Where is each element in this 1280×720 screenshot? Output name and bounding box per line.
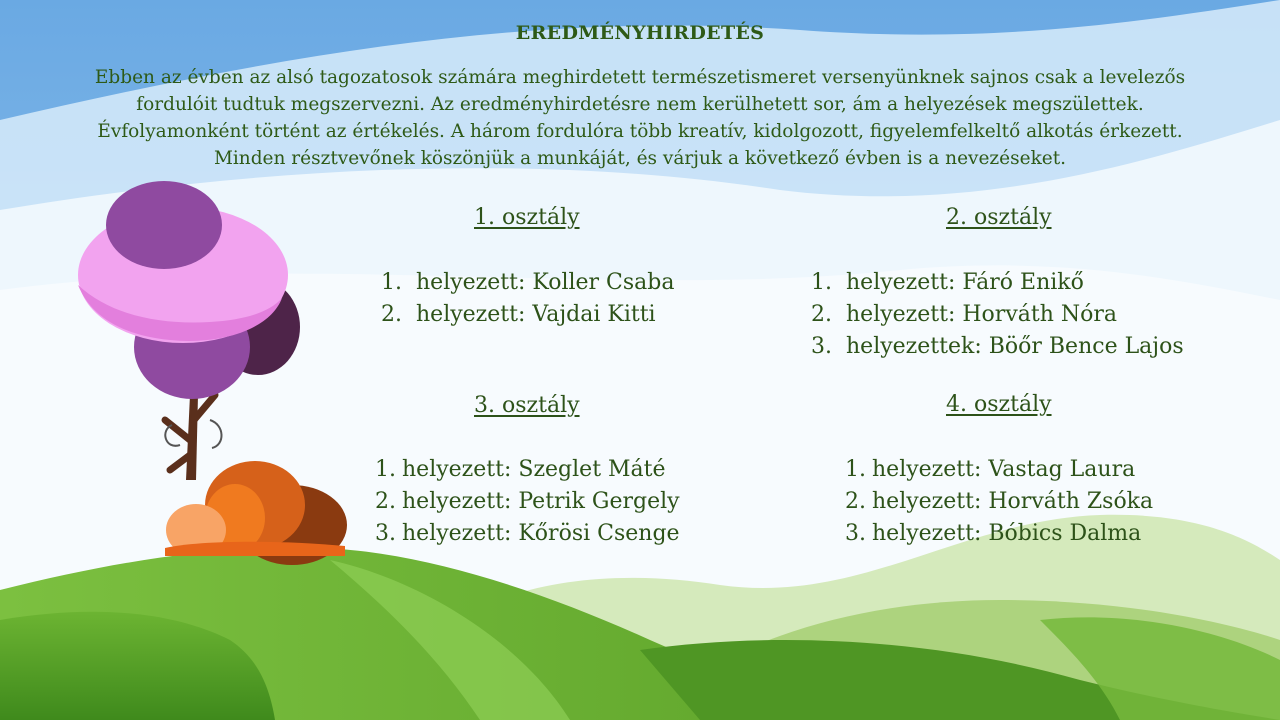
list-item	[811, 267, 1184, 299]
intro-line: Évfolyamonként történt az értékelés. A három fordulóra több kreatív, kidolgozott, figyelemfelkeltő alkotás érkezett.	[97, 121, 1183, 142]
list-number: 3.	[375, 521, 396, 546]
list-number: 1.	[381, 270, 402, 295]
list-text: helyezett: Vastag Laura	[872, 457, 1136, 482]
list-text: helyezett: Szeglet Máté	[402, 457, 666, 482]
list-number: 1.	[375, 457, 396, 482]
list-number: 2.	[845, 489, 866, 514]
list-item	[375, 486, 680, 518]
intro-line: Ebben az évben az alsó tagozatosok számára meghirdetett természetismeret versenyünknek sajnos csak a levelezős	[94, 67, 1186, 88]
list-number: 3.	[811, 334, 832, 359]
list-number: 2.	[381, 302, 402, 327]
grade-3-list	[375, 454, 680, 550]
list-item	[381, 299, 675, 331]
list-item	[375, 518, 680, 550]
list-item	[845, 454, 1153, 486]
list-number: 1.	[845, 457, 866, 482]
grade-2-list	[811, 267, 1184, 363]
grade-4-list	[845, 454, 1153, 550]
list-text: helyezett: Koller Csaba	[416, 270, 675, 295]
grade-2-heading: 2. osztály	[946, 205, 1052, 230]
list-item	[811, 331, 1184, 363]
list-number: 2.	[375, 489, 396, 514]
list-text: helyezett: Horváth Zsóka	[872, 489, 1154, 514]
list-text: helyezett: Fáró Enikő	[846, 270, 1084, 295]
list-item	[381, 267, 675, 299]
intro-line: Minden résztvevőnek köszönjük a munkáját, és várjuk a következő évben is a nevezéseket.	[213, 148, 1067, 169]
list-item	[375, 454, 680, 486]
grade-1-heading: 1. osztály	[474, 205, 580, 230]
list-item	[845, 518, 1153, 550]
list-text: helyezett: Vajdai Kitti	[416, 302, 656, 327]
list-text: helyezettek: Böőr Bence Lajos	[846, 334, 1184, 359]
list-item	[845, 486, 1153, 518]
list-text: helyezett: Bóbics Dalma	[872, 521, 1142, 546]
list-item	[811, 299, 1184, 331]
grade-3-heading: 3. osztály	[474, 393, 580, 418]
intro-paragraph	[30, 64, 1250, 172]
list-number: 1.	[811, 270, 832, 295]
list-text: helyezett: Petrik Gergely	[402, 489, 680, 514]
intro-line: fordulóit tudtuk megszervezni. Az eredményhirdetésre nem kerülhetett sor, ám a helyezések megszülettek.	[136, 94, 1144, 115]
list-number: 3.	[845, 521, 866, 546]
grade-1-list	[381, 267, 675, 331]
list-number: 2.	[811, 302, 832, 327]
grade-4-heading: 4. osztály	[946, 392, 1052, 417]
list-text: helyezett: Horváth Nóra	[846, 302, 1117, 327]
page-title: EREDMÉNYHIRDETÉS	[515, 22, 765, 44]
list-text: helyezett: Kőrösi Csenge	[402, 521, 680, 546]
